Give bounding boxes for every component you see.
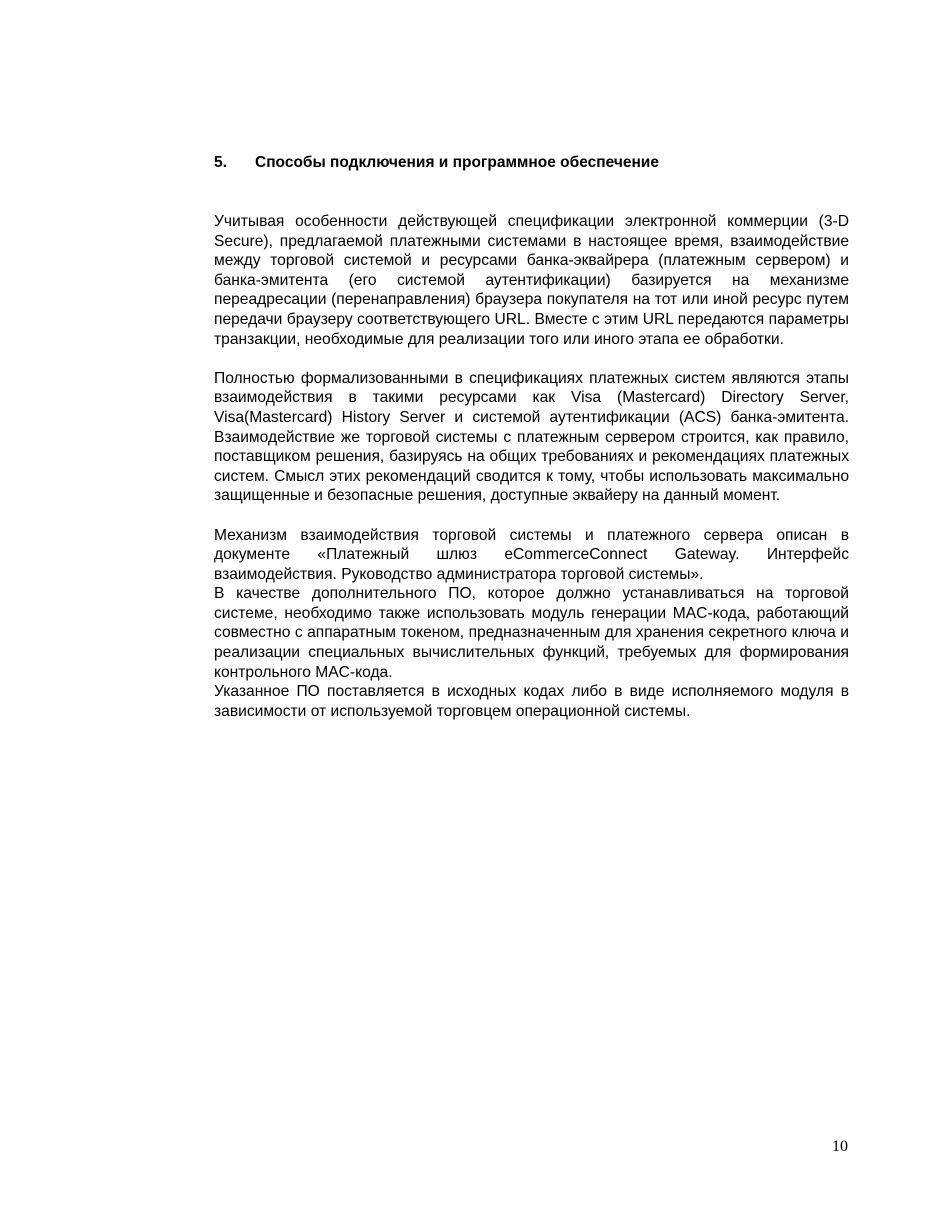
paragraph-mechanism: Механизм взаимодействия торговой системы и платежного сервера описан в документе «Платежный шлюз eCommerceConnect Gateway. Интерфейс взаимодействия. Руководство администратора торговой системы». (214, 526, 849, 583)
paragraph-specifications: Полностью формализованными в спецификациях платежных систем являются этапы взаимодействия в такими ресурсами как Visa (Mastercard) Directory Server, Visa(Mastercard) History Server и системой аутентификации (ACS) банка-эмитента. Взаимодействие же торговой системы с платежным сервером строится, как правило, поставщиком решения, базируясь на общих требованиях и рекомендациях платежных систем. Смысл этих рекомендаций сводится к тому, чтобы использовать максимально защищенные и безопасные решения, доступные эквайеру на данный момент. (214, 369, 849, 505)
section-title: Способы подключения и программное обеспечение (255, 154, 659, 171)
page-number: 10 (832, 1138, 848, 1155)
section-number: 5. (214, 154, 227, 171)
body-text (214, 212, 849, 721)
section-heading (214, 154, 854, 172)
paragraph-intro: Учитывая особенности действующей спецификации электронной коммерции (3-D Secure), предлагаемой платежными системами в настоящее время, взаимодействие между торговой системой и ресурсами банка-эквайрера (платежным сервером) и банка-эмитента (его системой аутентификации) базируется на механизме переадресации (перенаправления) браузера покупателя на тот или иной ресурс путем передачи браузеру соответствующего URL. Вместе с этим URL передаются параметры транзакции, необходимые для реализации того или иного этапа ее обработки. (214, 213, 849, 348)
paragraph-delivery: Указанное ПО поставляется в исходных кодах либо в виде исполняемого модуля в зависимости от используемой торговцем операционной системы. (214, 683, 849, 720)
paragraph-additional-software: В качестве дополнительного ПО, которое должно устанавливаться на торговой системе, необходимо также использовать модуль генерации MAC-кода, работающий совместно с аппаратным токеном, предназначенным для хранения секретного ключа и реализации специальных вычислительных функций, требуемых для формирования контрольного MAC-кода. (214, 585, 849, 681)
